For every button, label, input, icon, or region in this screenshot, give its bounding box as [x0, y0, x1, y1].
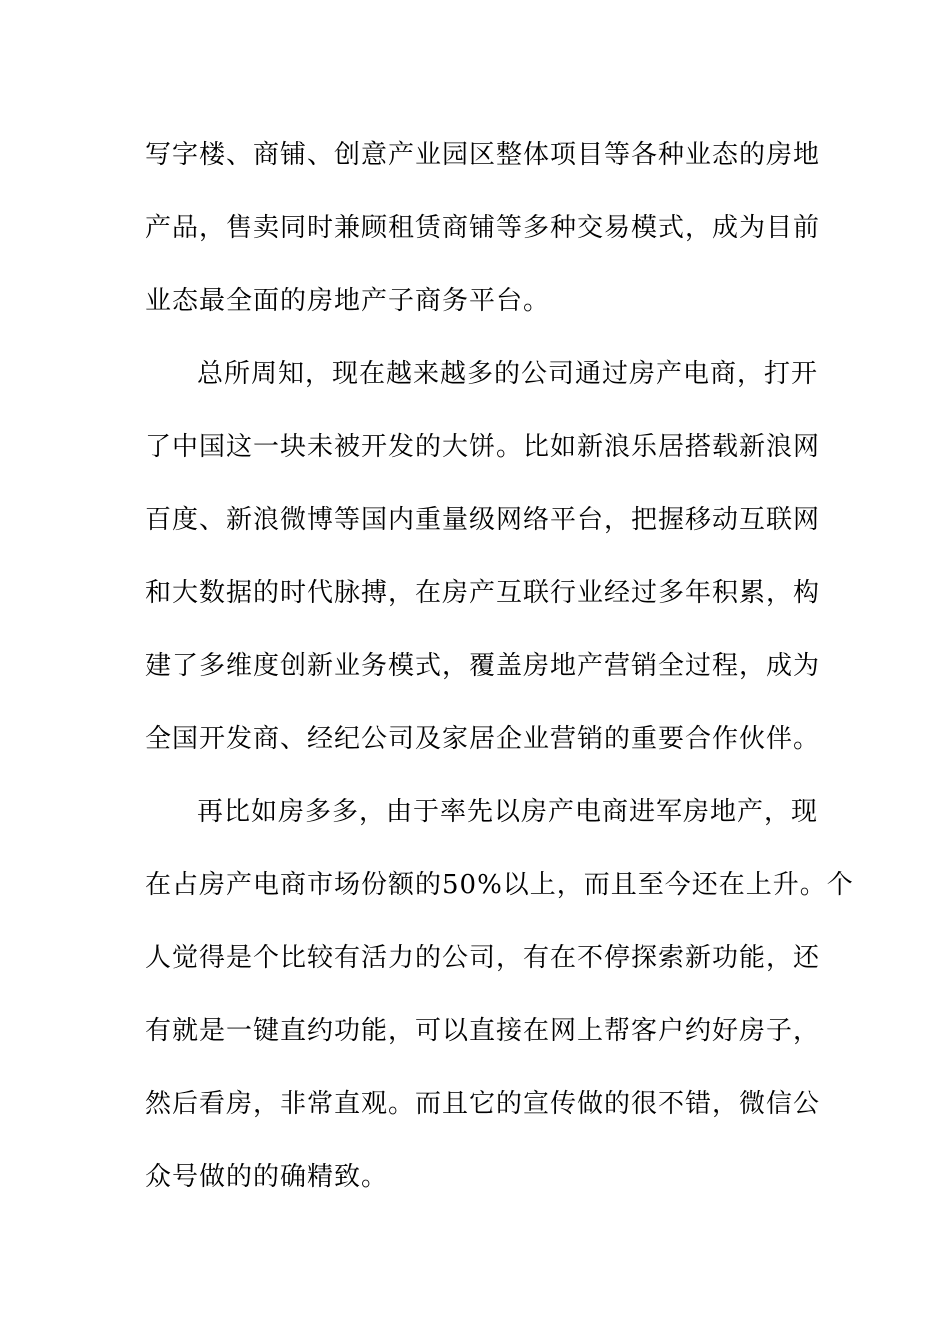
text-line: 然后看房，非常直观。而且它的宣传做的很不错，微信公 — [145, 1089, 821, 1119]
text-line: 众号做的的确精致。 — [145, 1162, 389, 1192]
text-line: 了中国这一块未被开发的大饼。比如新浪乐居搭载新浪网 — [145, 432, 821, 462]
text-line: 写字楼、商铺、创意产业园区整体项目等各种业态的房地 — [145, 140, 821, 170]
paragraph-start-line: 再比如房多多，由于率先以房产电商进军房地产，现 — [197, 797, 819, 827]
text-line: 业态最全面的房地产子商务平台。 — [145, 286, 551, 316]
text-line: 人觉得是个比较有活力的公司，有在不停探索新功能，还 — [145, 943, 821, 973]
text-line: 和大数据的时代脉搏，在房产互联行业经过多年积累，构 — [145, 578, 821, 608]
text-line: 产品，售卖同时兼顾租赁商铺等多种交易模式，成为目前 — [145, 213, 821, 243]
text-line: 全国开发商、经纪公司及家居企业营销的重要合作伙伴。 — [145, 724, 821, 754]
text-line: 有就是一键直约功能，可以直接在网上帮客户约好房子， — [145, 1016, 821, 1046]
text-line: 在占房产电商市场份额的50%以上，而且至今还在上升。个 — [145, 870, 854, 900]
paragraph-start-line: 总所周知，现在越来越多的公司通过房产电商，打开 — [197, 359, 819, 389]
body-text — [145, 126, 854, 1221]
text-line: 建了多维度创新业务模式，覆盖房地产营销全过程，成为 — [145, 651, 821, 681]
text-line: 百度、新浪微博等国内重量级网络平台，把握移动互联网 — [145, 505, 821, 535]
